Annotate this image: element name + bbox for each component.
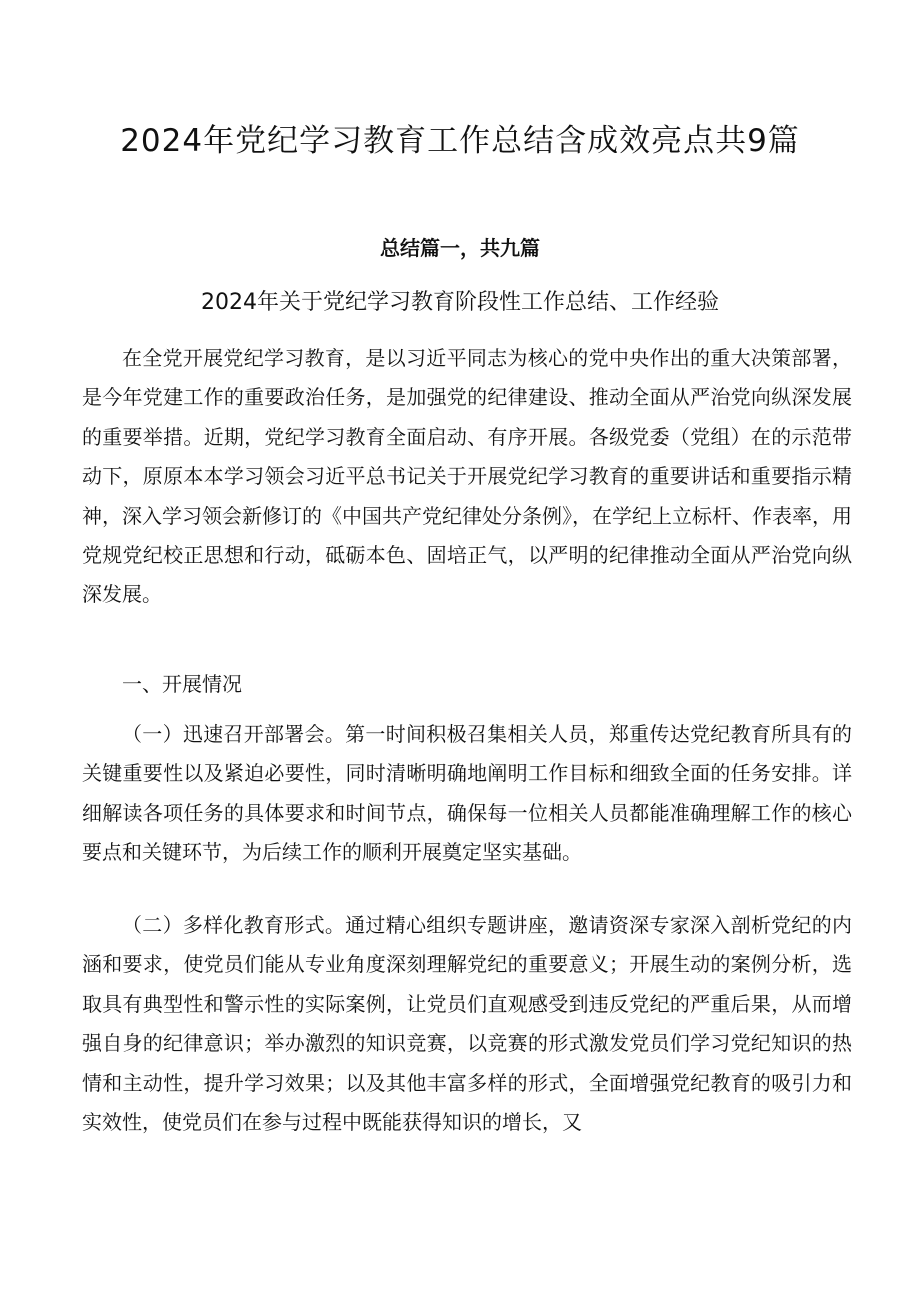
section-label: 总结篇一，共九篇 bbox=[380, 236, 540, 260]
document-title: 2024年党纪学习教育工作总结含成效亮点共9篇 bbox=[120, 123, 800, 159]
section-heading: 一、开展情况 bbox=[122, 672, 242, 696]
document-subtitle: 2024年关于党纪学习教育阶段性工作总结、工作经验 bbox=[201, 290, 719, 315]
intro-paragraph: 在全党开展党纪学习教育，是以习近平同志为核心的党中央作出的重大决策部署，是今年党建工作的重要政治任务，是加强党的纪律建设、推动全面从严治党向纵深发展的重要举措。近期，党纪学习教育全面启动、有序开展。各级党委（党组）在的示范带动下，原原本本学习领会习近平总书记关于开展党纪学习教育的重要讲话和重要指示精神，深入学习领会新修订的《中国共产党纪律处分条例》，在学纪上立标杆、作表率，用党规党纪校正思想和行动，砥砺本色、固培正气，以严明的纪律推动全面从严治党向纵深发展。 bbox=[82, 346, 852, 607]
body-paragraph-1: （一）迅速召开部署会。第一时间积极召集相关人员，郑重传达党纪教育所具有的关键重要性以及紧迫必要性，同时清晰明确地阐明工作目标和细致全面的任务安排。详细解读各项任务的具体要求和时间节点，确保每一位相关人员都能准确理解工作的核心要点和关键环节，为后续工作的顺利开展奠定坚实基础。 bbox=[82, 722, 852, 865]
body-paragraph-2: （二）多样化教育形式。通过精心组织专题讲座，邀请资深专家深入剖析党纪的内涵和要求，使党员们能从专业角度深刻理解党纪的重要意义；开展生动的案例分析，选取具有典型性和警示性的实际案例，让党员们直观感受到违反党纪的严重后果，从而增强自身的纪律意识；举办激烈的知识竞赛，以竞赛的形式激发党员们学习党纪知识的热情和主动性，提升学习效果；以及其他丰富多样的形式，全面增强党纪教育的吸引力和实效性，使党员们在参与过程中既能获得知识的增长，又 bbox=[82, 913, 852, 1135]
